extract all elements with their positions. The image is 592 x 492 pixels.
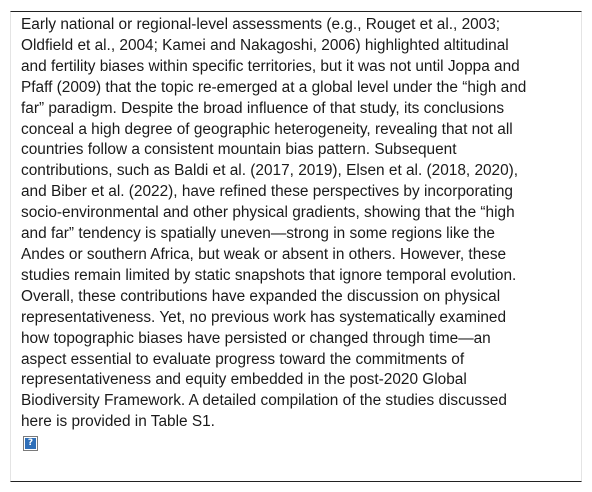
paragraph-line: studies remain limited by static snapshots that ignore temporal evolution. xyxy=(21,266,517,284)
paragraph-line: Early national or regional-level assessments (e.g., Rouget et al., 2003; xyxy=(21,16,501,33)
paragraph-line: Biodiversity Framework. A detailed compilation of the studies discussed xyxy=(21,392,507,410)
question-mark-glyph: ? xyxy=(25,438,36,449)
paragraph-line: Pfaff (2009) that the topic re-emerged at a global level under the “high and xyxy=(21,78,527,96)
paragraph-line: and far” tendency is spatially uneven—strong in some regions like the xyxy=(21,225,495,243)
paragraph-line: Overall, these contributions have expanded the discussion on physical xyxy=(21,287,501,305)
paragraph-line: far” paradigm. Despite the broad influence of that study, its conclusions xyxy=(21,99,505,117)
text-box xyxy=(10,11,582,482)
paragraph-line: representativeness. Yet, no previous work has systematically examined xyxy=(21,308,507,326)
paragraph-line: representativeness and equity embedded in the post-2020 Global xyxy=(21,371,467,389)
paragraph-line: how topographic biases have persisted or changed through time—an xyxy=(21,329,491,347)
question-mark-icon[interactable] xyxy=(23,436,38,451)
paragraph-line: countries follow a consistent mountain bias pattern. Subsequent xyxy=(21,141,457,159)
paragraph-line: Oldfield et al., 2004; Kamei and Nakagoshi, 2006) highlighted altitudinal xyxy=(21,36,509,54)
paragraph-line: and fertility biases within specific territories, but it was not until Joppa and xyxy=(21,57,520,75)
paragraph xyxy=(21,15,561,433)
paragraph-line: and Biber et al. (2022), have refined these perspectives by incorporating xyxy=(21,183,513,201)
paragraph-line: here is provided in Table S1. xyxy=(21,413,215,431)
paragraph-line: Andes or southern Africa, but weak or absent in others. However, these xyxy=(21,245,507,263)
paragraph-line: socio-environmental and other physical gradients, showing that the “high xyxy=(21,204,515,222)
paragraph-line: aspect essential to evaluate progress toward the commitments of xyxy=(21,350,465,368)
paragraph-line: conceal a high degree of geographic heterogeneity, revealing that not all xyxy=(21,120,513,138)
paragraph-line: contributions, such as Baldi et al. (2017, 2019), Elsen et al. (2018, 2020), xyxy=(21,162,519,180)
